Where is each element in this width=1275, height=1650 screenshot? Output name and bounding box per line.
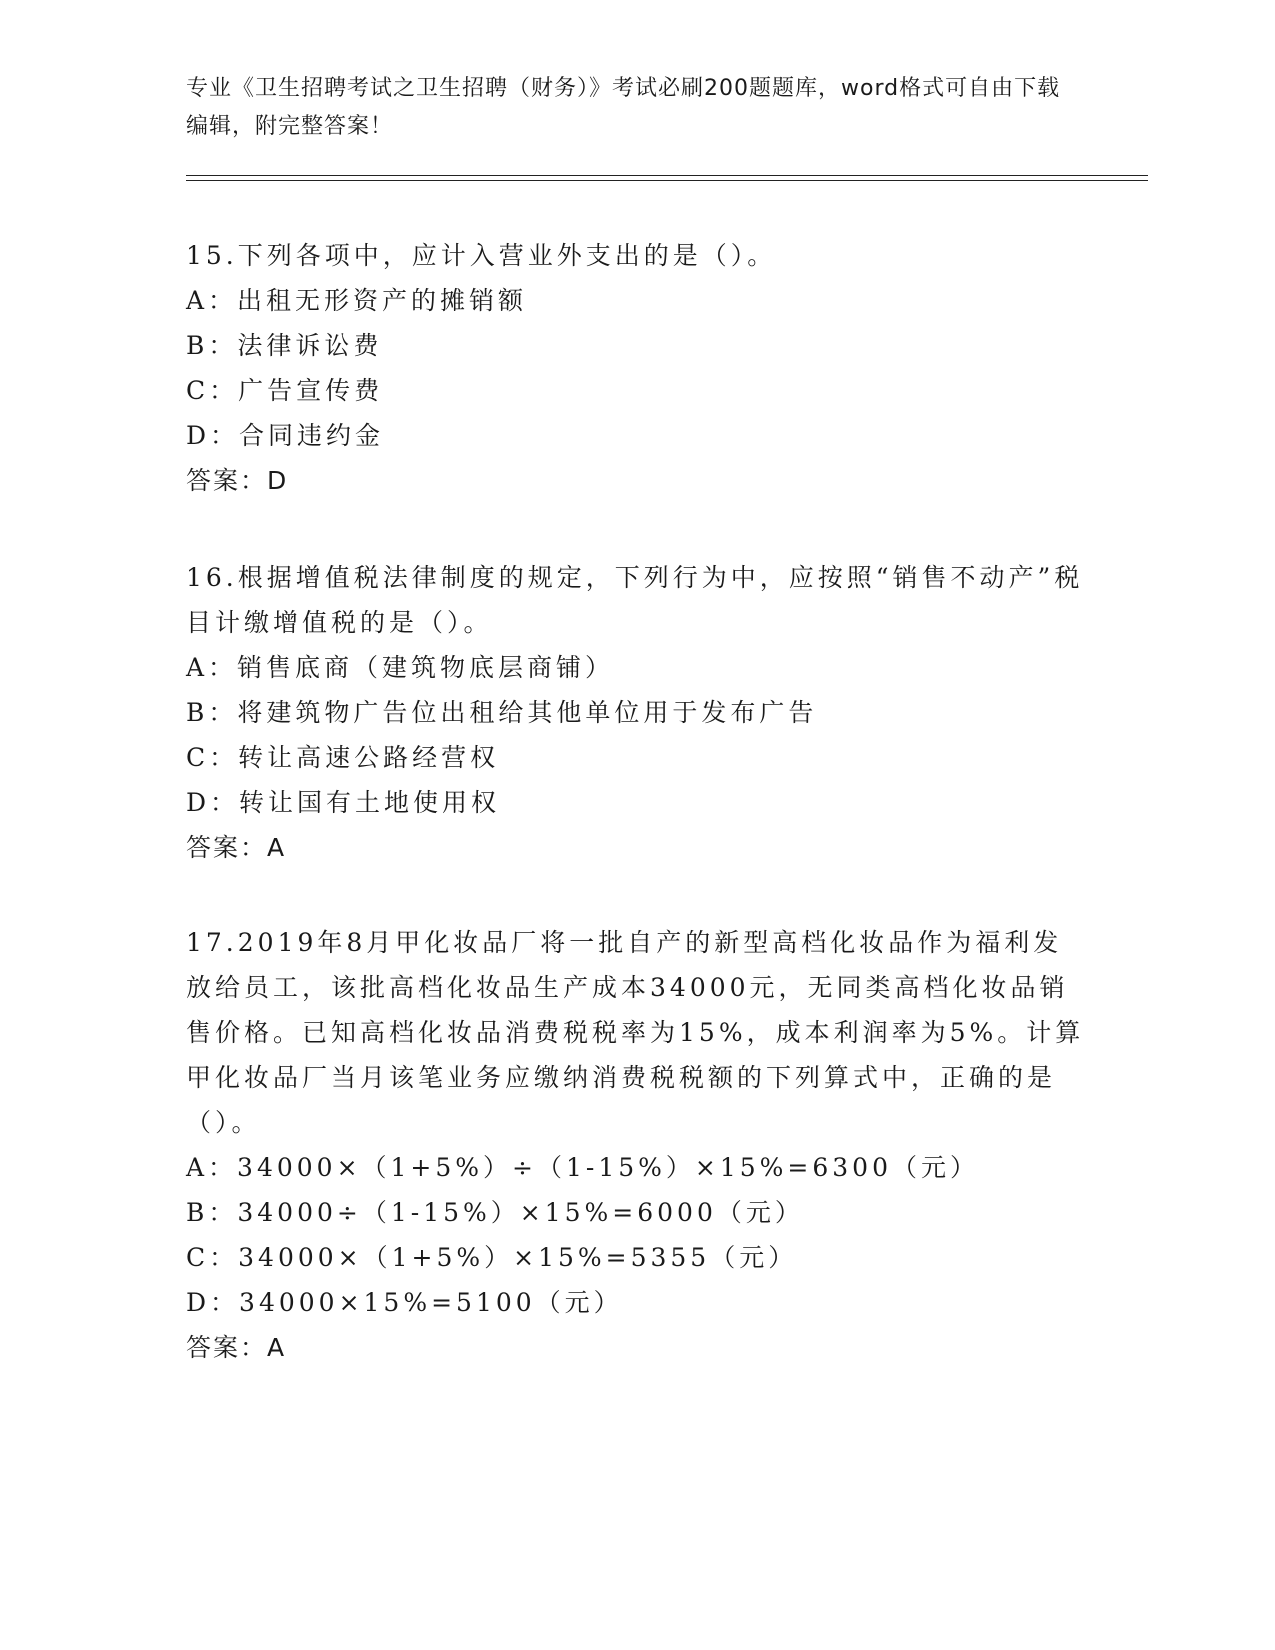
option-b: B：34000÷（1-15%）×15%=6000（元） [186,1198,804,1227]
option-d: D：转让国有土地使用权 [186,788,501,817]
question-15 [186,233,1086,503]
answer: 答案：A [186,1333,287,1362]
option-b: B：将建筑物广告位出租给其他单位用于发布广告 [186,698,818,727]
header-divider-top [186,175,1148,176]
option-b: B：法律诉讼费 [186,331,383,360]
option-a: A：34000×（1+5%）÷（1-15%）×15%=6300（元） [186,1153,979,1182]
option-c: C：转让高速公路经营权 [186,743,500,772]
document-header-text: 专业《卫生招聘考试之卫生招聘（财务）》考试必刷200题题库，word格式可自由下载编辑，附完整答案！ [186,76,1061,139]
question-stem: 17.2019年8月甲化妆品厂将一批自产的新型高档化妆品作为福利发放给员工，该批高档化妆品生产成本34000元，无同类高档化妆品销售价格。已知高档化妆品消费税税率为15%，成本利润率为5%。计算甲化妆品厂当月该笔业务应缴纳消费税税额的下列算式中，正确的是（）。 [186,928,1085,1137]
option-c: C：广告宣传费 [186,376,384,405]
question-stem: 15.下列各项中，应计入营业外支出的是（）。 [186,241,777,270]
option-a: A：出租无形资产的摊销额 [186,286,528,315]
question-17 [186,920,1086,1370]
question-16 [186,555,1086,870]
option-c: C：34000×（1+5%）×15%=5355（元） [186,1243,798,1272]
option-a: A：销售底商（建筑物底层商铺） [186,653,615,682]
option-d: D：34000×15%=5100（元） [186,1288,623,1317]
header-divider-bottom [186,180,1148,181]
question-stem: 16.根据增值税法律制度的规定，下列行为中，应按照“销售不动产”税目计缴增值税的是（）。 [186,563,1084,637]
answer: 答案：A [186,833,287,862]
option-d: D：合同违约金 [186,421,385,450]
answer: 答案：D [186,466,289,495]
